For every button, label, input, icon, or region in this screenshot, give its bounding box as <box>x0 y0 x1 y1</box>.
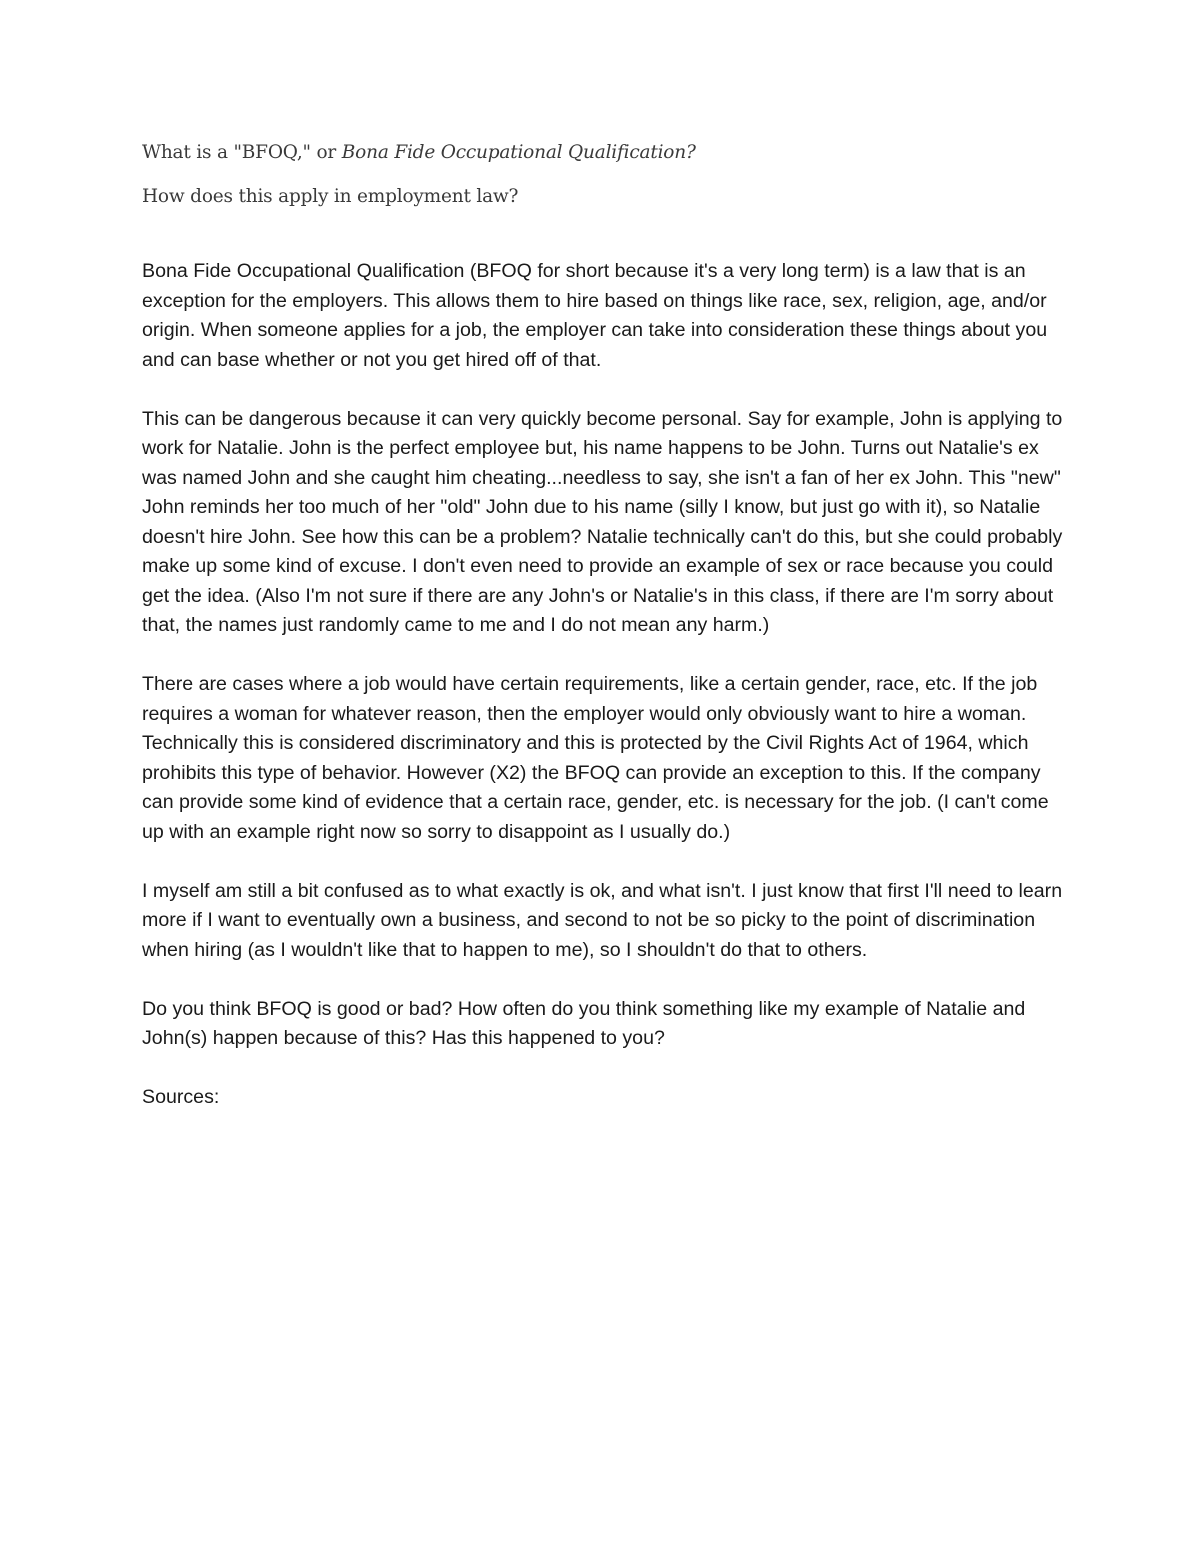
prompt-question-2: How does this apply in employment law? <box>142 186 519 207</box>
discussion-prompt <box>142 138 1062 212</box>
prompt-question-1-text: What is a "BFOQ," or <box>142 142 342 163</box>
sources-label: Sources: <box>142 1086 220 1108</box>
paragraph-questions: Do you think BFOQ is good or bad? How often do you think something like my example of Natalie and John(s) happen because of this? Has this happened to you? <box>142 997 1026 1049</box>
paragraph-definition: Bona Fide Occupational Qualification (BFOQ for short because it's a very long term) is a law that is an exception for the employers. This allows them to hire based on things like race, sex, religion, age, and/or origin. When someone applies for a job, the employer can take into consideration these things about you and can base whether or not you get hired off of that. <box>142 260 1048 371</box>
paragraph-example: This can be dangerous because it can very quickly become personal. Say for example, John is applying to work for Natalie. John is the perfect employee but, his name happens to be John. Turns out Natalie's ex was named John and she caught him cheating...needless to say, she isn't a fan of her ex John. This "new" John reminds her too much of her "old" John due to his name (silly I know, but just go with it), so Natalie doesn't hire John. See how this can be a problem? Natalie technically can't do this, but she could probably make up some kind of excuse. I don't even need to provide an example of sex or race because you could get the idea. (Also I'm not sure if there are any John's or Natalie's in this class, if there are I'm sorry about that, the names just randomly came to me and I do not mean any harm.) <box>142 407 1063 636</box>
paragraph-reflection: I myself am still a bit confused as to what exactly is ok, and what isn't. I just know that first I'll need to learn more if I want to eventually own a business, and second to not be so picky to the point of discrimination when hiring (as I wouldn't like that to happen to me), so I shouldn't do that to others. <box>142 879 1063 961</box>
paragraph-exceptions: There are cases where a job would have certain requirements, like a certain gender, race, etc. If the job requires a woman for whatever reason, then the employer would only obviously want to hire a woman. Technically this is considered discriminatory and this is protected by the Civil Rights Act of 1964, which prohibits this type of behavior. However (X2) the BFOQ can provide an exception to this. If the company can provide some kind of evidence that a certain race, gender, etc. is necessary for the job. (I can't come up with an example right now so sorry to disappoint as I usually do.) <box>142 673 1049 843</box>
prompt-question-1 <box>142 138 1062 168</box>
prompt-question-1-italic: Bona Fide Occupational Qualification? <box>341 142 696 163</box>
response-body <box>142 257 1072 1142</box>
